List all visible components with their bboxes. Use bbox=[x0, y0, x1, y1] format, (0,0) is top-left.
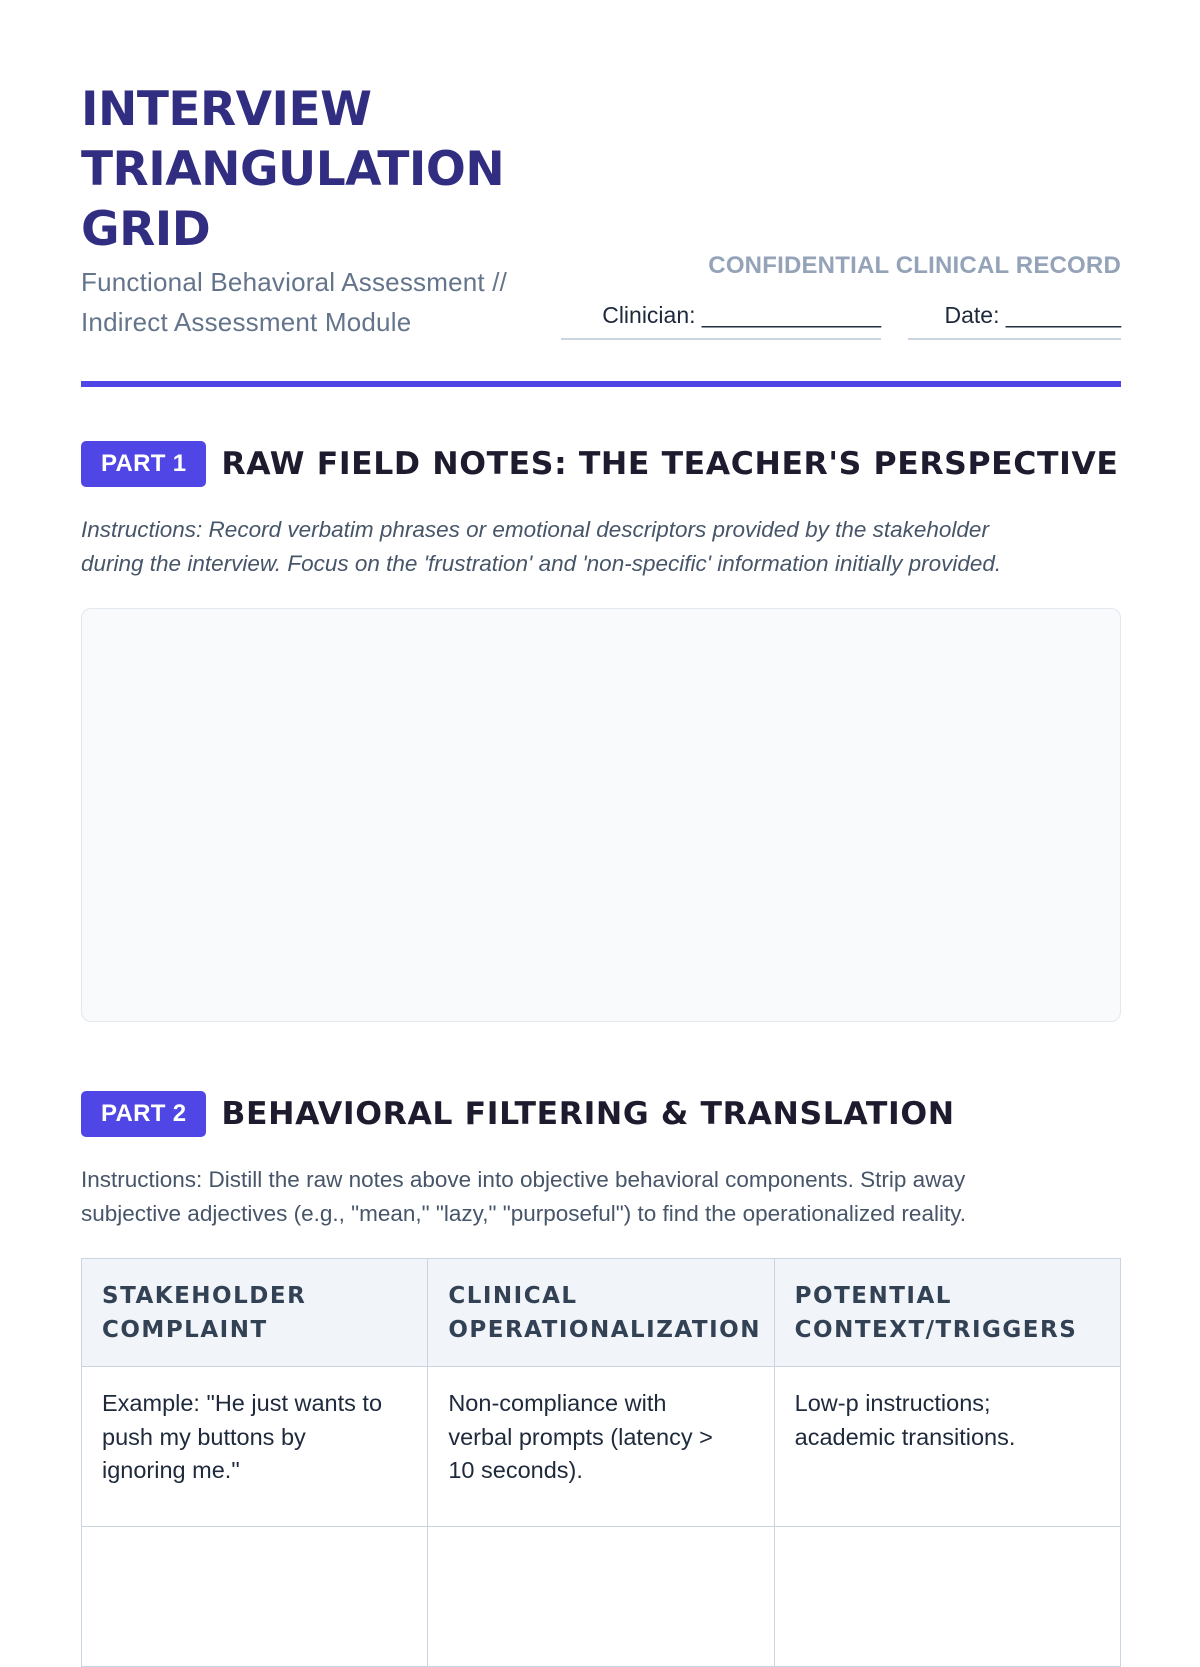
field-notes-area[interactable] bbox=[81, 608, 1121, 1022]
part1-instructions bbox=[81, 513, 1121, 581]
header-clinical-operationalization bbox=[428, 1259, 774, 1367]
part1-title: RAW FIELD NOTES: THE TEACHER'S PERSPECTIVE bbox=[221, 446, 1119, 482]
cell-line: academic transitions. bbox=[794, 1423, 1016, 1450]
title-line: GRID bbox=[81, 202, 211, 257]
table-cell-complaint[interactable] bbox=[82, 1367, 428, 1527]
cell-line: verbal prompts (latency > bbox=[448, 1423, 713, 1450]
instruction-line: during the interview. Focus on the 'frustration' and 'non-specific' information initially provided. bbox=[81, 551, 1002, 576]
header-context-triggers bbox=[774, 1259, 1120, 1367]
cell-line: Low-p instructions; bbox=[794, 1390, 991, 1416]
instruction-line: Instructions: Record verbatim phrases or emotional descriptors provided by the stakeholder bbox=[81, 517, 989, 542]
part1-heading bbox=[81, 441, 1119, 487]
header-line: POTENTIAL bbox=[794, 1283, 952, 1309]
part2-badge: PART 2 bbox=[81, 1091, 206, 1137]
subtitle-line: Functional Behavioral Assessment // bbox=[81, 267, 508, 297]
table-cell-complaint[interactable] bbox=[82, 1527, 428, 1667]
instruction-line: Instructions: Distill the raw notes above into objective behavioral components. Strip away bbox=[81, 1167, 966, 1192]
date-field[interactable]: Date: _________ bbox=[908, 296, 1121, 340]
header-line: CONTEXT/TRIGGERS bbox=[794, 1317, 1078, 1343]
header-stakeholder-complaint bbox=[82, 1259, 428, 1367]
cell-line: Example: "He just wants to bbox=[102, 1390, 383, 1416]
clinician-field[interactable]: Clinician: ______________ bbox=[561, 296, 881, 340]
title-line: TRIANGULATION bbox=[81, 142, 505, 197]
table-cell-context[interactable] bbox=[774, 1367, 1120, 1527]
cell-line: 10 seconds). bbox=[448, 1457, 583, 1483]
part2-heading bbox=[81, 1091, 955, 1137]
cell-line: ignoring me." bbox=[102, 1457, 240, 1483]
header-divider bbox=[81, 381, 1121, 387]
document-header bbox=[81, 0, 1121, 390]
table-cell-operationalization[interactable] bbox=[428, 1527, 774, 1667]
table-cell-operationalization[interactable] bbox=[428, 1367, 774, 1527]
confidential-label: CONFIDENTIAL CLINICAL RECORD bbox=[708, 252, 1121, 279]
table-header-row bbox=[82, 1259, 1121, 1367]
cell-line: Non-compliance with bbox=[448, 1390, 667, 1416]
assessment-page bbox=[81, 0, 1121, 1483]
header-line: COMPLAINT bbox=[102, 1317, 268, 1343]
page-title bbox=[81, 80, 601, 260]
part2-instructions bbox=[81, 1163, 1121, 1231]
table-row bbox=[82, 1367, 1121, 1527]
header-line: CLINICAL bbox=[448, 1283, 578, 1309]
title-line: INTERVIEW bbox=[81, 82, 372, 137]
part2-title: BEHAVIORAL FILTERING & TRANSLATION bbox=[221, 1096, 955, 1132]
instruction-line: subjective adjectives (e.g., "mean," "lazy," "purposeful") to find the operationalized reality. bbox=[81, 1201, 967, 1226]
table-row bbox=[82, 1527, 1121, 1667]
header-line: OPERATIONALIZATION bbox=[448, 1317, 761, 1343]
page-subtitle bbox=[81, 262, 561, 342]
header-line: STAKEHOLDER bbox=[102, 1283, 307, 1309]
part1-badge: PART 1 bbox=[81, 441, 206, 487]
table-cell-context[interactable] bbox=[774, 1527, 1120, 1667]
cell-line: push my buttons by bbox=[102, 1423, 306, 1450]
subtitle-line: Indirect Assessment Module bbox=[81, 307, 412, 337]
translation-table bbox=[81, 1258, 1121, 1667]
